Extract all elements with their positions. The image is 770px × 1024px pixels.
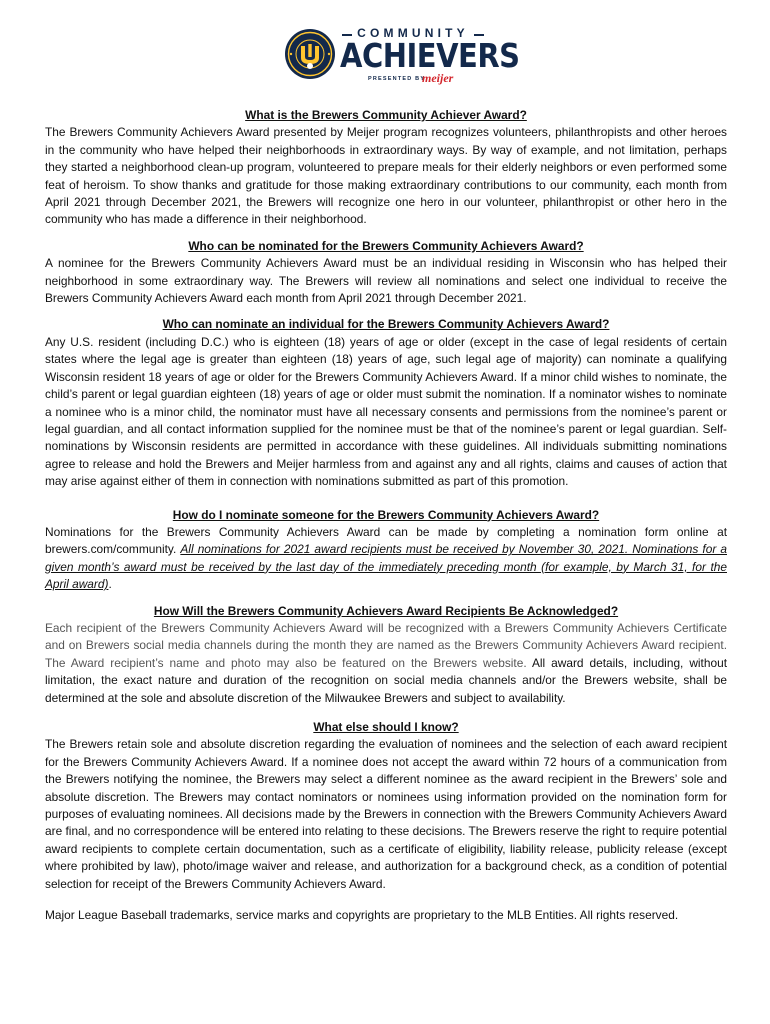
- section-body-who-can-nominate: Any U.S. resident (including D.C.) who is eighteen (18) years of age or older (except in the case of legal residents of certain states where the legal age is greater than eighteen (18) years of age, such legal age of majority) can nominate a qualifying Wisconsin resident 18 years of age or older for the Brewers Community Achievers Award. If a minor child wishes to nominate, the child’s parent or legal guardian eighteen (18) years of age or older must submit the nomination. If a nominator wishes to nominate a nominee who is a minor child, the nominator must have all necessary consents and permissions from the nominee’s parent or legal guardian, and all contact information supplied for the nominee must be that of the nominee’s parent or legal guardian. Self-nominations by Wisconsin residents are permitted in accordance with these guidelines. All individuals submitting nominations agree to release and hold the Brewers and Meijer harmless from and against any and all rights, claims and causes of action that may arise against either of them in connection with nominations submitted as part of this promotion.: [45, 334, 727, 489]
- section-title-what-is: What is the Brewers Community Achiever Award?: [245, 108, 527, 122]
- acknowledged-text: All award details, including, without limitation, the exact nature and duration of the recognition on social media channels and/or the Brewers website, shall be determined at the sole and absolute discretion of the Milwaukee Brewers and subject to availability.: [45, 655, 727, 705]
- acknowledged-grey-text: Each recipient of the Brewers Community Achievers Award will be recognized with a Brewers Community Achievers Certificate and on Brewers social media channels during the month they are named as the Brewers Community Achievers Award recipient. The Award recipient’s name and photo may also be featured on the Brewers website.: [45, 620, 727, 670]
- document-body: [45, 107, 727, 924]
- how-nominate-deadline: All nominations for 2021 award recipients must be received by November 30, 2021. Nominations for a given month’s award must be received by the last day of the immediately preceding month (for example, by March 31, for the April award): [45, 542, 727, 592]
- footer-trademark-notice: Major League Baseball trademarks, service marks and copyrights are proprietary to the MLB Entities. All rights reserved.: [45, 908, 679, 923]
- section-body-acknowledged: [45, 620, 727, 707]
- section-body-who-nominated: A nominee for the Brewers Community Achievers Award must be an individual residing in Wisconsin who has helped their neighborhood in some extraordinary way. The Brewers will review all nominations and select one individual to receive the Brewers Community Achievers Award each month from April 2021 through December 2021.: [45, 256, 727, 306]
- wordmark: [340, 24, 520, 90]
- section-title-who-nominated: Who can be nominated for the Brewers Community Achievers Award?: [188, 238, 584, 253]
- community-achievers-logo: [284, 24, 520, 90]
- brewers-badge-icon: [284, 28, 336, 80]
- how-nominate-plain: Nominations for the Brewers Community Achievers Award can be made by completing a nomination form online at brewers.com/community.: [45, 524, 727, 557]
- logo-presented-by: PRESENTED BY: [368, 76, 426, 82]
- logo-community-text: COMMUNITY: [357, 26, 469, 40]
- wordmark-rule-right: [474, 34, 484, 36]
- section-title-what-else: What else should I know?: [313, 720, 459, 734]
- logo-achievers-text: ACHIEVERS: [340, 37, 520, 76]
- meijer-logo: meijer: [422, 71, 454, 85]
- section-body-what-else: The Brewers retain sole and absolute discretion regarding the evaluation of nominees and the selection of each award recipient for the Brewers Community Achievers Award. If a nominee does not accept the award within 72 hours of a communication from the Brewers notifying the nominee, the Brewers may select a different nominee as the award recipient in the Brewers’ sole and absolute discretion. The Brewers may contact nominators or nominees using information provided on the nomination form for purposes of evaluating nominees. All decisions made by the Brewers in connection with the Brewers Community Achievers Award are final, and no correspondence will be entered into relating to these decisions. The Brewers reserve the right to require potential award recipients to complete certain documentation, such as a certificate of eligibility, liability release, publicity release (except where prohibited by law), photo/image waiver and release, and authorization for a background check, as a condition of potential selection for receipt of the Brewers Community Achievers Award.: [45, 737, 727, 891]
- how-nominate-end: .: [108, 577, 112, 592]
- section-body-how-nominate: [45, 524, 727, 594]
- section-body-what-is: The Brewers Community Achievers Award presented by Meijer program recognizes volunteers, philanthropists and other heroes in the community who have helped their neighborhoods in extraordinary ways. By way of example, and not limitation, perhaps they started a neighborhood clean-up program, volunteered to prepare meals for their elderly neighbors or even performed some feat of heroism. To show thanks and gratitude for those making extraordinary contributions to our community, each month from April 2021 through December 2021, the Brewers will recognize one hero in our volunteer, philanthropist or other hero in the community who has made a difference in their neighborhood.: [45, 125, 727, 227]
- section-title-who-can-nominate: Who can nominate an individual for the Brewers Community Achievers Award?: [162, 317, 610, 332]
- section-title-acknowledged: How Will the Brewers Community Achievers Award Recipients Be Acknowledged?: [153, 603, 619, 618]
- section-title-how-nominate: How do I nominate someone for the Brewers Community Achievers Award?: [172, 507, 600, 522]
